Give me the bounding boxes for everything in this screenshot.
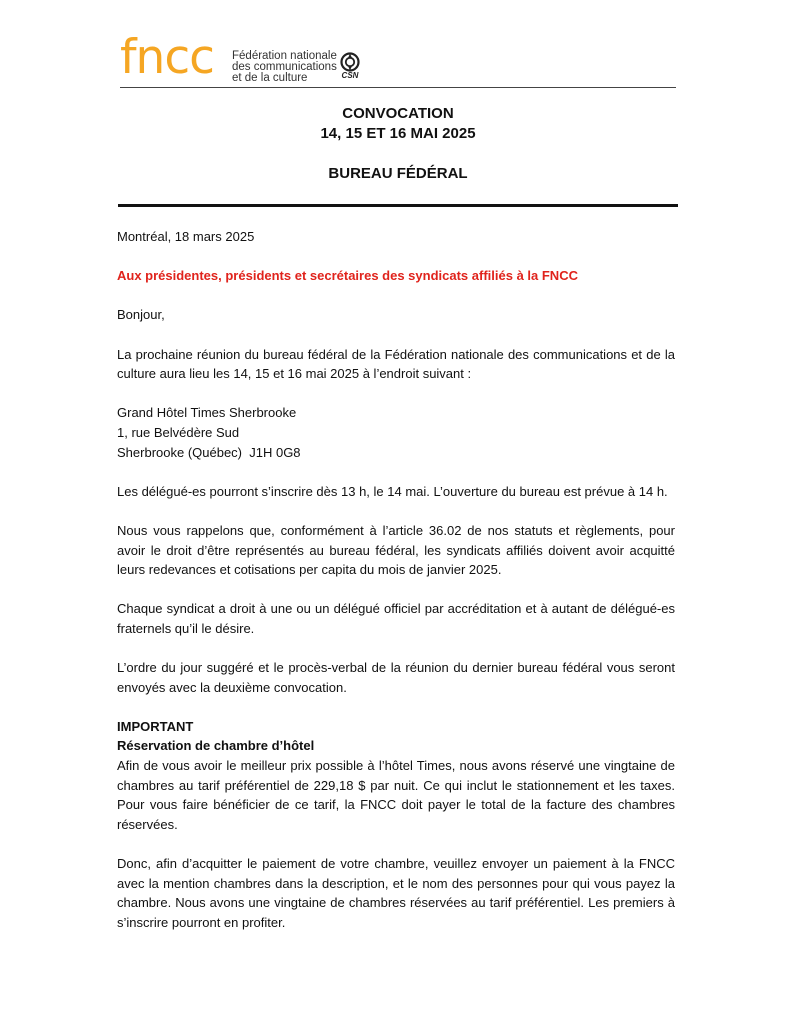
address-line: Grand Hôtel Times Sherbrooke <box>117 405 297 421</box>
address-block <box>117 403 675 462</box>
letter-body <box>117 227 675 952</box>
org-line: des communications <box>232 61 337 73</box>
title-dates: 14, 15 ET 16 MAI 2025 <box>320 125 476 142</box>
csn-logo <box>337 52 363 80</box>
important-heading: IMPORTANT <box>117 718 194 734</box>
reminder-paragraph: Nous vous rappelons que, conformément à l’article 36.02 de nos statuts et règlements, pour avoir le droit d’être représentés au bureau fédéral, les syndicats affiliés doivent avoir acquitté leurs redevances et cotisations per capita du mois de janvier 2025. <box>117 522 675 578</box>
header-divider <box>120 87 676 88</box>
registration-paragraph: Les délégué-es pourront s’inscrire dès 13 h, le 14 mai. L’ouverture du bureau est prévue à 14 h. <box>117 483 668 499</box>
csn-emblem-icon <box>340 52 360 72</box>
reservation-paragraph-2: Donc, afin d’acquitter le paiement de votre chambre, veuillez envoyer un paiement à la FNCC avec la mention chambres dans la description, et le nom des personnes pour qui vous payez la chambre. Nous avons une vingtaine de chambres réservées au tarif préférentiel. Les premiers à s’inscrire pourront en profiter. <box>117 856 675 930</box>
date-line: Montréal, 18 mars 2025 <box>117 229 255 244</box>
org-line: Fédération nationale <box>232 50 337 62</box>
intro-paragraph: La prochaine réunion du bureau fédéral de la Fédération nationale des communications et de la culture aura lieu les 14, 15 et 16 mai 2025 à l’endroit suivant : <box>117 346 675 382</box>
csn-label: CSN <box>341 71 359 80</box>
address-line: Sherbrooke (Québec) J1H 0G8 <box>117 444 301 460</box>
title-convocation: CONVOCATION <box>342 105 454 122</box>
address-line: 1, rue Belvédère Sud <box>117 424 240 440</box>
letterhead <box>120 30 676 86</box>
agenda-paragraph: L’ordre du jour suggéré et le procès-verbal de la réunion du dernier bureau fédéral vous seront envoyés avec la deuxième convocation. <box>117 660 675 695</box>
title-divider <box>118 204 678 207</box>
reservation-heading: Réservation de chambre d’hôtel <box>117 738 315 754</box>
greeting: Bonjour, <box>117 307 165 323</box>
org-line: et de la culture <box>232 72 308 84</box>
delegates-paragraph: Chaque syndicat a droit à une ou un délégué officiel par accréditation et à autant de délégué-es fraternels qu’il le désire. <box>117 601 675 636</box>
reservation-paragraph-1: Afin de vous avoir le meilleur prix possible à l’hôtel Times, nous avons réservé une vingtaine de chambres au tarif préférentiel de 229,18 $ par nuit. Ce qui inclut le stationnement et les taxes. Pour vous faire bénéficier de ce tarif, la FNCC doit payer le total de la facture des chambres réservées. <box>117 758 675 832</box>
document-title <box>120 104 676 184</box>
organization-name <box>232 51 337 84</box>
fncc-logo: fncc <box>120 30 215 85</box>
title-bureau: BUREAU FÉDÉRAL <box>328 165 468 182</box>
recipients-line: Aux présidentes, présidents et secrétaires des syndicats affiliés à la FNCC <box>117 268 578 284</box>
